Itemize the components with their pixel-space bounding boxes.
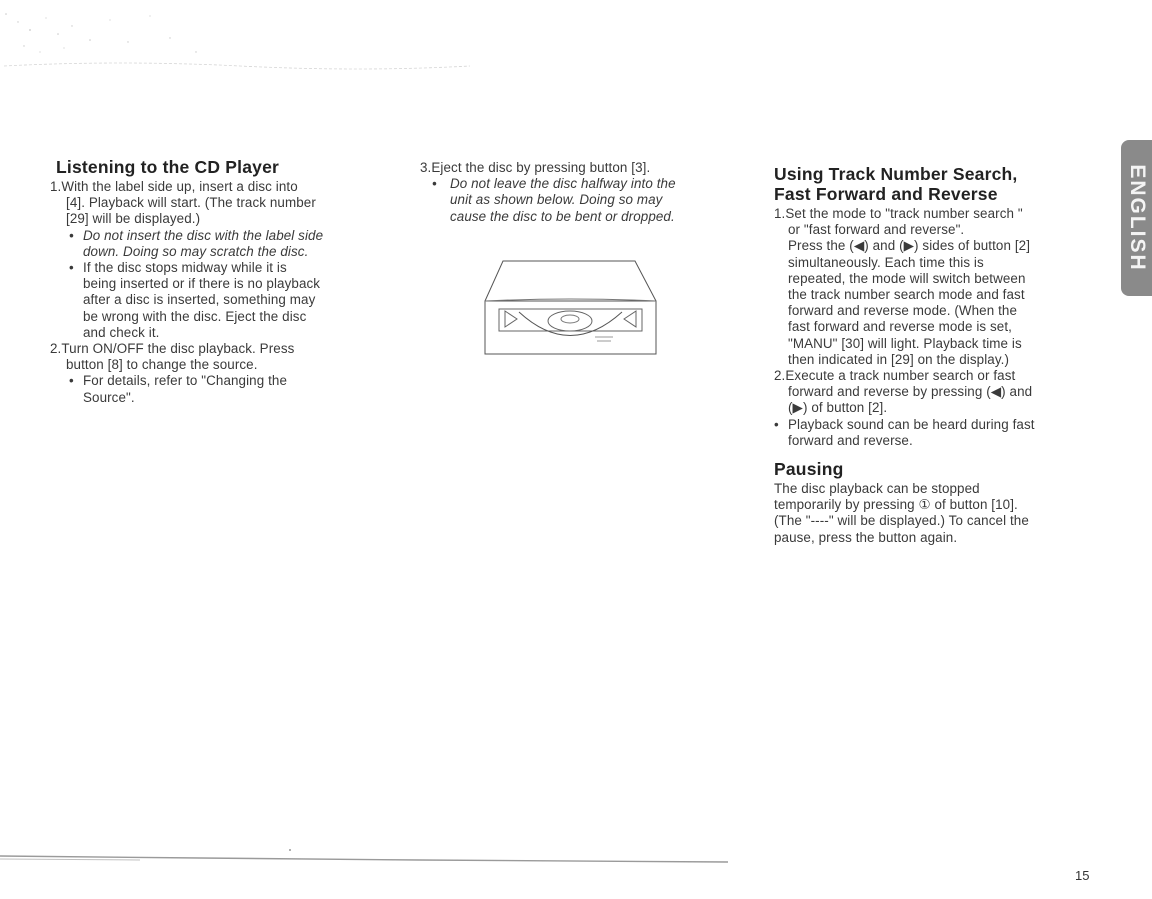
heading-pausing: Pausing [774,459,844,480]
step-line: forward and reverse mode. (When the [788,303,1018,319]
step-3-line: 3.Eject the disc by pressing button [3]. [420,160,651,175]
language-side-tab-label: ENGLISH [1125,164,1149,272]
step-line: repeated, the mode will switch between [788,270,1026,286]
step-line: Press the (◀) and (▶) sides of button [2] [788,238,1031,254]
bullet-line: unit as shown below. Doing so may [450,192,663,208]
heading-track-search [774,164,1094,204]
bullet-dot: • [69,227,74,243]
bullet-disc-halfway-warning [420,176,740,225]
step-1-line: [29] will be displayed.) [66,211,201,227]
paragraph-line: The disc playback can be stopped [774,481,980,497]
scan-noise-bottom [0,848,730,878]
step-1-line: [4]. Playback will start. (The track number [66,195,316,211]
step-line: fast forward and reverse mode is set, [788,319,1012,335]
bullet-line: If the disc stops midway while it is [83,260,287,276]
bullet-line: cause the disc to be bent or dropped. [450,208,675,224]
bullet-changing-source [50,373,400,405]
step-line: the track number search mode and fast [788,287,1025,303]
cd-unit-illustration [483,259,658,356]
step-line: or "fast forward and reverse". [788,222,965,238]
bullet-line: forward and reverse. [788,432,913,448]
heading-line: Fast Forward and Reverse [774,184,998,204]
step-line: "MANU" [30] will light. Playback time is [788,335,1022,351]
step-1-track-search [774,206,1094,368]
page-number: 15 [1075,868,1090,883]
bullet-line: after a disc is inserted, something may [83,292,316,308]
bullet-dot: • [432,176,437,192]
heading-line: Using Track Number Search, [774,164,1018,184]
step-1 [50,179,400,228]
bullet-label-side-warning [50,228,400,260]
step-line: then indicated in [29] on the display.) [788,351,1010,367]
bullet-disc-stops [50,260,400,341]
step-line: 1.Set the mode to "track number search " [774,206,1023,221]
paragraph-line: pause, press the button again. [774,529,958,545]
paragraph-line: temporarily by pressing ① of button [10]. [774,497,1018,513]
column-listening-cd [50,157,400,406]
bullet-line: be wrong with the disc. Eject the disc [83,308,307,324]
column-track-search [774,164,1094,546]
step-line: forward and reverse by pressing (◀) and [788,384,1033,400]
step-2 [50,341,400,373]
bullet-dot: • [774,416,779,432]
heading-listening-cd: Listening to the CD Player [56,157,280,177]
scan-noise-top [0,0,480,80]
bullet-line: down. Doing so may scratch the disc. [83,243,309,259]
bullet-dot: • [69,373,74,389]
bullet-line: being inserted or if there is no playback [83,276,321,292]
step-1-line: 1.With the label side up, insert a disc into [50,179,298,194]
step-3 [420,160,740,176]
step-line: (▶) of button [2]. [788,400,888,416]
bullet-dot: • [69,260,74,276]
step-2-line: 2.Turn ON/OFF the disc playback. Press [50,341,295,357]
step-2-line: button [8] to change the source. [66,357,258,373]
paragraph-line: (The "----" will be displayed.) To cancel the [774,513,1029,529]
step-2-execute-search [774,368,1094,417]
step-line: simultaneously. Each time this is [788,254,984,270]
language-side-tab [1121,140,1152,296]
bullet-line: and check it. [83,324,160,340]
pausing-paragraph [774,481,1094,546]
bullet-line: Playback sound can be heard during fast [788,416,1035,432]
bullet-line: For details, refer to "Changing the [83,373,288,389]
bullet-playback-sound [774,417,1094,449]
bullet-line: Source". [83,389,135,405]
bullet-line: Do not insert the disc with the label side [83,227,324,243]
bullet-line: Do not leave the disc halfway into the [450,176,676,192]
column-eject-disc [420,160,740,225]
step-line: 2.Execute a track number search or fast [774,368,1016,384]
